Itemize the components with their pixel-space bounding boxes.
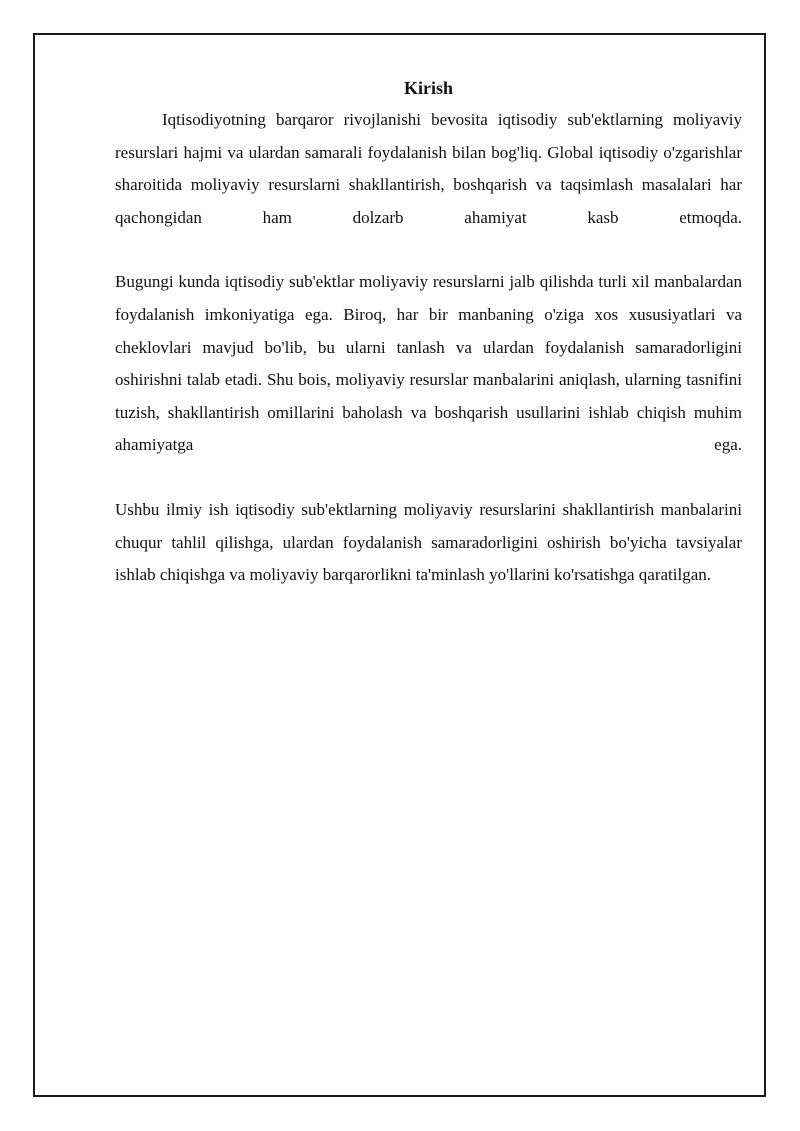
- paragraph-intro: Iqtisodiyotning barqaror rivojlanishi bevosita iqtisodiy sub'ektlarning moliyaviy resurslari hajmi va ulardan samarali foydalanish bilan bog'liq. Global iqtisodiy o'zgarishlar sharoitida moliyaviy resurslarni shakllantirish, boshqarish va taqsimlash masalalari har qachongidan ham dolzarb ahamiyat kasb etmoqda.: [115, 110, 742, 227]
- paragraph-sources: Bugungi kunda iqtisodiy sub'ektlar moliyaviy resurslarni jalb qilishda turli xil manbalardan foydalanish imkoniyatiga ega. Biroq, har bir manbaning o'ziga xos xususiyatlari va cheklovlari mavjud bo'lib, bu ularni tanlash va ulardan foydalanish samaradorligini oshirishni talab etadi. Shu bois, moliyaviy resurslar manbalarini aniqlash, ularning tasnifini tuzish, shakllantirish omillarini baholash va boshqarish usullarini ishlab chiqish muhim ahamiyatga ega.: [115, 272, 742, 455]
- paragraph-purpose: Ushbu ilmiy ish iqtisodiy sub'ektlarning moliyaviy resurslarini shakllantirish manbalarini chuqur tahlil qilishga, ulardan foydalanish samaradorligini oshirish bo'yicha tavsiyalar ishlab chiqishga va moliyaviy barqarorlikni ta'minlash yo'llarini ko'rsatishga qaratilgan.: [115, 499, 742, 585]
- paragraph-spacer: [115, 234, 742, 266]
- paragraph-spacer: [115, 462, 742, 494]
- document-title: Kirish: [403, 78, 453, 98]
- document-body: [115, 76, 742, 592]
